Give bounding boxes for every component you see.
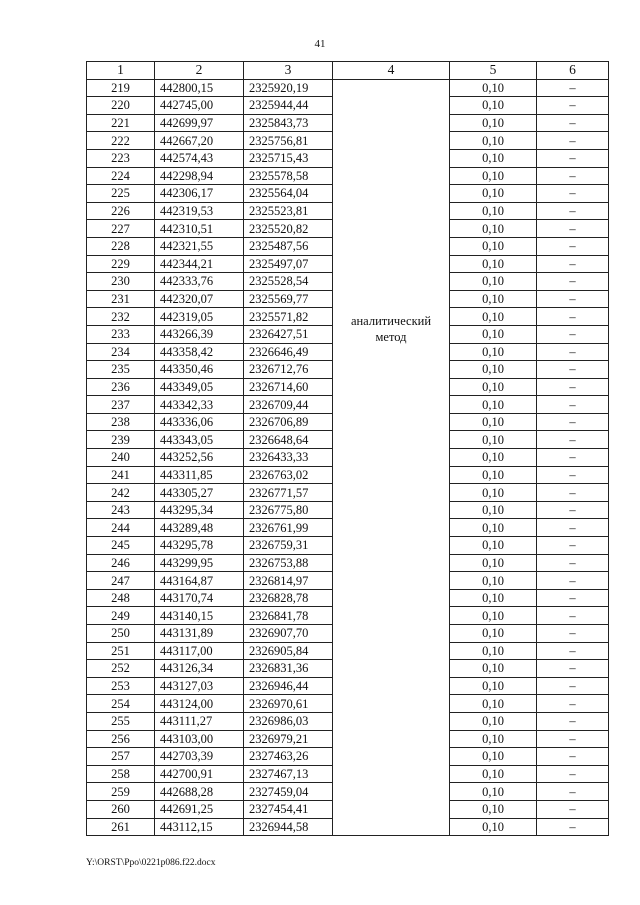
accuracy-cell: 0,10 xyxy=(450,660,537,678)
x-coordinate-cell: 443336,06 xyxy=(155,413,244,431)
y-coordinate-cell: 2327459,04 xyxy=(244,783,333,801)
x-coordinate-cell: 442306,17 xyxy=(155,185,244,203)
marker-cell: – xyxy=(537,290,609,308)
y-coordinate-cell: 2326831,36 xyxy=(244,660,333,678)
point-number-cell: 242 xyxy=(87,484,155,502)
accuracy-cell: 0,10 xyxy=(450,800,537,818)
accuracy-cell: 0,10 xyxy=(450,501,537,519)
marker-cell: – xyxy=(537,343,609,361)
x-coordinate-cell: 442321,55 xyxy=(155,237,244,255)
point-number-cell: 259 xyxy=(87,783,155,801)
y-coordinate-cell: 2327467,13 xyxy=(244,765,333,783)
point-number-cell: 246 xyxy=(87,554,155,572)
x-coordinate-cell: 443111,27 xyxy=(155,712,244,730)
y-coordinate-cell: 2325523,81 xyxy=(244,202,333,220)
marker-cell: – xyxy=(537,273,609,291)
point-number-cell: 223 xyxy=(87,149,155,167)
y-coordinate-cell: 2325571,82 xyxy=(244,308,333,326)
header-col-1: 1 xyxy=(87,62,155,80)
point-number-cell: 224 xyxy=(87,167,155,185)
x-coordinate-cell: 443140,15 xyxy=(155,607,244,625)
y-coordinate-cell: 2325487,56 xyxy=(244,237,333,255)
y-coordinate-cell: 2326828,78 xyxy=(244,589,333,607)
x-coordinate-cell: 443350,46 xyxy=(155,361,244,379)
marker-cell: – xyxy=(537,79,609,97)
accuracy-cell: 0,10 xyxy=(450,325,537,343)
x-coordinate-cell: 443131,89 xyxy=(155,625,244,643)
accuracy-cell: 0,10 xyxy=(450,537,537,555)
marker-cell: – xyxy=(537,149,609,167)
x-coordinate-cell: 443289,48 xyxy=(155,519,244,537)
marker-cell: – xyxy=(537,712,609,730)
page-number: 41 xyxy=(314,38,326,50)
point-number-cell: 261 xyxy=(87,818,155,836)
accuracy-cell: 0,10 xyxy=(450,413,537,431)
y-coordinate-cell: 2326753,88 xyxy=(244,554,333,572)
point-number-cell: 257 xyxy=(87,748,155,766)
y-coordinate-cell: 2325564,04 xyxy=(244,185,333,203)
marker-cell: – xyxy=(537,396,609,414)
point-number-cell: 221 xyxy=(87,114,155,132)
marker-cell: – xyxy=(537,589,609,607)
accuracy-cell: 0,10 xyxy=(450,149,537,167)
accuracy-cell: 0,10 xyxy=(450,783,537,801)
point-number-cell: 233 xyxy=(87,325,155,343)
accuracy-cell: 0,10 xyxy=(450,818,537,836)
point-number-cell: 248 xyxy=(87,589,155,607)
point-number-cell: 234 xyxy=(87,343,155,361)
marker-cell: – xyxy=(537,642,609,660)
y-coordinate-cell: 2325520,82 xyxy=(244,220,333,238)
point-number-cell: 240 xyxy=(87,449,155,467)
header-col-5: 5 xyxy=(450,62,537,80)
x-coordinate-cell: 442319,53 xyxy=(155,202,244,220)
point-number-cell: 239 xyxy=(87,431,155,449)
marker-cell: – xyxy=(537,413,609,431)
y-coordinate-cell: 2326944,58 xyxy=(244,818,333,836)
marker-cell: – xyxy=(537,202,609,220)
accuracy-cell: 0,10 xyxy=(450,677,537,695)
x-coordinate-cell: 442745,00 xyxy=(155,97,244,115)
y-coordinate-cell: 2326946,44 xyxy=(244,677,333,695)
y-coordinate-cell: 2326986,03 xyxy=(244,712,333,730)
marker-cell: – xyxy=(537,361,609,379)
accuracy-cell: 0,10 xyxy=(450,625,537,643)
method-cell xyxy=(333,79,450,836)
footer-file-path: Y:\ORST\Ppo\0221p086.f22.docx xyxy=(86,858,216,868)
marker-cell: – xyxy=(537,572,609,590)
x-coordinate-cell: 443343,05 xyxy=(155,431,244,449)
y-coordinate-cell: 2326648,64 xyxy=(244,431,333,449)
y-coordinate-cell: 2325528,54 xyxy=(244,273,333,291)
marker-cell: – xyxy=(537,695,609,713)
marker-cell: – xyxy=(537,501,609,519)
y-coordinate-cell: 2326709,44 xyxy=(244,396,333,414)
point-number-cell: 260 xyxy=(87,800,155,818)
y-coordinate-cell: 2326905,84 xyxy=(244,642,333,660)
marker-cell: – xyxy=(537,625,609,643)
x-coordinate-cell: 443124,00 xyxy=(155,695,244,713)
accuracy-cell: 0,10 xyxy=(450,765,537,783)
accuracy-cell: 0,10 xyxy=(450,273,537,291)
y-coordinate-cell: 2325944,44 xyxy=(244,97,333,115)
accuracy-cell: 0,10 xyxy=(450,185,537,203)
accuracy-cell: 0,10 xyxy=(450,255,537,273)
point-number-cell: 226 xyxy=(87,202,155,220)
table-header-row xyxy=(87,62,609,80)
header-col-2: 2 xyxy=(155,62,244,80)
y-coordinate-cell: 2327454,41 xyxy=(244,800,333,818)
marker-cell: – xyxy=(537,783,609,801)
x-coordinate-cell: 443170,74 xyxy=(155,589,244,607)
point-number-cell: 222 xyxy=(87,132,155,150)
x-coordinate-cell: 443295,34 xyxy=(155,501,244,519)
x-coordinate-cell: 442691,25 xyxy=(155,800,244,818)
x-coordinate-cell: 442320,07 xyxy=(155,290,244,308)
accuracy-cell: 0,10 xyxy=(450,114,537,132)
point-number-cell: 258 xyxy=(87,765,155,783)
accuracy-cell: 0,10 xyxy=(450,431,537,449)
marker-cell: – xyxy=(537,748,609,766)
point-number-cell: 252 xyxy=(87,660,155,678)
y-coordinate-cell: 2325920,19 xyxy=(244,79,333,97)
marker-cell: – xyxy=(537,237,609,255)
y-coordinate-cell: 2326714,60 xyxy=(244,378,333,396)
y-coordinate-cell: 2326775,80 xyxy=(244,501,333,519)
marker-cell: – xyxy=(537,449,609,467)
x-coordinate-cell: 443103,00 xyxy=(155,730,244,748)
accuracy-cell: 0,10 xyxy=(450,695,537,713)
method-text: аналитический xyxy=(350,313,432,328)
x-coordinate-cell: 442667,20 xyxy=(155,132,244,150)
point-number-cell: 231 xyxy=(87,290,155,308)
x-coordinate-cell: 442298,94 xyxy=(155,167,244,185)
x-coordinate-cell: 442319,05 xyxy=(155,308,244,326)
marker-cell: – xyxy=(537,607,609,625)
x-coordinate-cell: 443349,05 xyxy=(155,378,244,396)
header-col-4: 4 xyxy=(333,62,450,80)
marker-cell: – xyxy=(537,220,609,238)
y-coordinate-cell: 2326433,33 xyxy=(244,449,333,467)
accuracy-cell: 0,10 xyxy=(450,167,537,185)
x-coordinate-cell: 442700,91 xyxy=(155,765,244,783)
point-number-cell: 251 xyxy=(87,642,155,660)
y-coordinate-cell: 2326979,21 xyxy=(244,730,333,748)
accuracy-cell: 0,10 xyxy=(450,572,537,590)
accuracy-cell: 0,10 xyxy=(450,519,537,537)
x-coordinate-cell: 443164,87 xyxy=(155,572,244,590)
point-number-cell: 256 xyxy=(87,730,155,748)
x-coordinate-cell: 443358,42 xyxy=(155,343,244,361)
accuracy-cell: 0,10 xyxy=(450,466,537,484)
accuracy-cell: 0,10 xyxy=(450,554,537,572)
marker-cell: – xyxy=(537,660,609,678)
marker-cell: – xyxy=(537,554,609,572)
point-number-cell: 219 xyxy=(87,79,155,97)
method-text: метод xyxy=(375,329,407,344)
marker-cell: – xyxy=(537,800,609,818)
marker-cell: – xyxy=(537,431,609,449)
accuracy-cell: 0,10 xyxy=(450,396,537,414)
y-coordinate-cell: 2326771,57 xyxy=(244,484,333,502)
marker-cell: – xyxy=(537,255,609,273)
marker-cell: – xyxy=(537,114,609,132)
marker-cell: – xyxy=(537,185,609,203)
coordinates-table xyxy=(86,61,609,836)
accuracy-cell: 0,10 xyxy=(450,378,537,396)
accuracy-cell: 0,10 xyxy=(450,607,537,625)
x-coordinate-cell: 443299,95 xyxy=(155,554,244,572)
y-coordinate-cell: 2326427,51 xyxy=(244,325,333,343)
table-row xyxy=(87,79,609,97)
point-number-cell: 232 xyxy=(87,308,155,326)
marker-cell: – xyxy=(537,765,609,783)
y-coordinate-cell: 2325756,81 xyxy=(244,132,333,150)
x-coordinate-cell: 442574,43 xyxy=(155,149,244,167)
y-coordinate-cell: 2326841,78 xyxy=(244,607,333,625)
marker-cell: – xyxy=(537,378,609,396)
y-coordinate-cell: 2325715,43 xyxy=(244,149,333,167)
x-coordinate-cell: 442310,51 xyxy=(155,220,244,238)
marker-cell: – xyxy=(537,308,609,326)
marker-cell: – xyxy=(537,132,609,150)
x-coordinate-cell: 442333,76 xyxy=(155,273,244,291)
point-number-cell: 245 xyxy=(87,537,155,555)
x-coordinate-cell: 443305,27 xyxy=(155,484,244,502)
y-coordinate-cell: 2325578,58 xyxy=(244,167,333,185)
accuracy-cell: 0,10 xyxy=(450,202,537,220)
y-coordinate-cell: 2326706,89 xyxy=(244,413,333,431)
accuracy-cell: 0,10 xyxy=(450,748,537,766)
x-coordinate-cell: 443117,00 xyxy=(155,642,244,660)
x-coordinate-cell: 443311,85 xyxy=(155,466,244,484)
x-coordinate-cell: 442800,15 xyxy=(155,79,244,97)
y-coordinate-cell: 2326970,61 xyxy=(244,695,333,713)
marker-cell: – xyxy=(537,167,609,185)
accuracy-cell: 0,10 xyxy=(450,449,537,467)
header-col-3: 3 xyxy=(244,62,333,80)
point-number-cell: 254 xyxy=(87,695,155,713)
point-number-cell: 235 xyxy=(87,361,155,379)
marker-cell: – xyxy=(537,466,609,484)
point-number-cell: 237 xyxy=(87,396,155,414)
y-coordinate-cell: 2327463,26 xyxy=(244,748,333,766)
point-number-cell: 250 xyxy=(87,625,155,643)
y-coordinate-cell: 2326759,31 xyxy=(244,537,333,555)
marker-cell: – xyxy=(537,818,609,836)
marker-cell: – xyxy=(537,519,609,537)
accuracy-cell: 0,10 xyxy=(450,308,537,326)
marker-cell: – xyxy=(537,730,609,748)
x-coordinate-cell: 442688,28 xyxy=(155,783,244,801)
point-number-cell: 253 xyxy=(87,677,155,695)
accuracy-cell: 0,10 xyxy=(450,712,537,730)
accuracy-cell: 0,10 xyxy=(450,343,537,361)
point-number-cell: 236 xyxy=(87,378,155,396)
x-coordinate-cell: 443342,33 xyxy=(155,396,244,414)
point-number-cell: 244 xyxy=(87,519,155,537)
x-coordinate-cell: 442699,97 xyxy=(155,114,244,132)
point-number-cell: 238 xyxy=(87,413,155,431)
x-coordinate-cell: 443126,34 xyxy=(155,660,244,678)
accuracy-cell: 0,10 xyxy=(450,220,537,238)
accuracy-cell: 0,10 xyxy=(450,290,537,308)
header-col-6: 6 xyxy=(537,62,609,80)
accuracy-cell: 0,10 xyxy=(450,361,537,379)
accuracy-cell: 0,10 xyxy=(450,730,537,748)
point-number-cell: 230 xyxy=(87,273,155,291)
point-number-cell: 227 xyxy=(87,220,155,238)
x-coordinate-cell: 443266,39 xyxy=(155,325,244,343)
point-number-cell: 241 xyxy=(87,466,155,484)
marker-cell: – xyxy=(537,325,609,343)
y-coordinate-cell: 2325843,73 xyxy=(244,114,333,132)
y-coordinate-cell: 2326712,76 xyxy=(244,361,333,379)
accuracy-cell: 0,10 xyxy=(450,97,537,115)
x-coordinate-cell: 442703,39 xyxy=(155,748,244,766)
accuracy-cell: 0,10 xyxy=(450,132,537,150)
marker-cell: – xyxy=(537,677,609,695)
point-number-cell: 228 xyxy=(87,237,155,255)
y-coordinate-cell: 2325569,77 xyxy=(244,290,333,308)
y-coordinate-cell: 2326763,02 xyxy=(244,466,333,484)
point-number-cell: 243 xyxy=(87,501,155,519)
point-number-cell: 255 xyxy=(87,712,155,730)
accuracy-cell: 0,10 xyxy=(450,484,537,502)
x-coordinate-cell: 443112,15 xyxy=(155,818,244,836)
y-coordinate-cell: 2326761,99 xyxy=(244,519,333,537)
accuracy-cell: 0,10 xyxy=(450,237,537,255)
x-coordinate-cell: 443127,03 xyxy=(155,677,244,695)
point-number-cell: 225 xyxy=(87,185,155,203)
y-coordinate-cell: 2325497,07 xyxy=(244,255,333,273)
accuracy-cell: 0,10 xyxy=(450,79,537,97)
accuracy-cell: 0,10 xyxy=(450,589,537,607)
x-coordinate-cell: 442344,21 xyxy=(155,255,244,273)
marker-cell: – xyxy=(537,484,609,502)
y-coordinate-cell: 2326646,49 xyxy=(244,343,333,361)
marker-cell: – xyxy=(537,537,609,555)
point-number-cell: 229 xyxy=(87,255,155,273)
point-number-cell: 249 xyxy=(87,607,155,625)
accuracy-cell: 0,10 xyxy=(450,642,537,660)
point-number-cell: 220 xyxy=(87,97,155,115)
y-coordinate-cell: 2326814,97 xyxy=(244,572,333,590)
point-number-cell: 247 xyxy=(87,572,155,590)
y-coordinate-cell: 2326907,70 xyxy=(244,625,333,643)
x-coordinate-cell: 443295,78 xyxy=(155,537,244,555)
x-coordinate-cell: 443252,56 xyxy=(155,449,244,467)
marker-cell: – xyxy=(537,97,609,115)
table-body xyxy=(87,79,609,836)
